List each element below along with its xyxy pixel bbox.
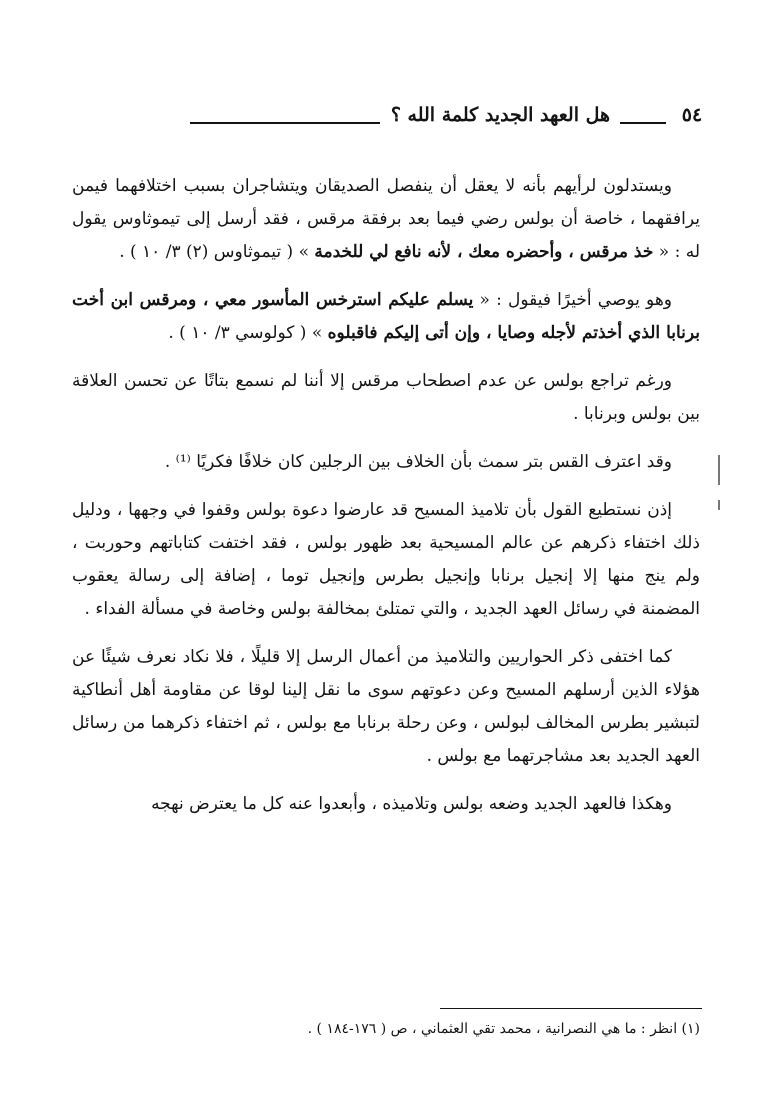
scan-edge-mark bbox=[718, 455, 720, 485]
header-title: هل العهد الجديد كلمة الله ؟ bbox=[390, 104, 610, 126]
footnote-separator bbox=[440, 1008, 702, 1009]
paragraph: إذن نستطيع القول بأن تلاميذ المسيح قد عارضوا دعوة بولس وقفوا في وجهها ، ودليل ذلك اختفاء ذكرهم عن عالم المسيحية بعد ظهور بولس ، فقد اختفت كتاباتهم وحوربت ، ولم ينج منها إلا إنجيل برنابا وإنجيل بطرس وإنجيل توما ، إضافة إلى رسالة يعقوب المضمنة في رسائل العهد الجديد ، والتي تمتلئ بمخالفة بولس وخاصة في مسألة الفداء . bbox=[72, 500, 700, 619]
page-number: ٥٤ bbox=[681, 104, 703, 126]
paragraph: كما اختفى ذكر الحواريين والتلاميذ من أعمال الرسل إلا قليلًا ، فلا نكاد نعرف شيئًا عن هؤلاء الذين أرسلهم المسيح وعن دعوتهم سوى ما نقل إلينا لوقا عن مقاومة أهل أنطاكية لتبشير بطرس المخالف لبولس ، وعن رحلة برنابا مع بولس ، ثم اختفاء ذكرهما من رسائل العهد الجديد بعد مشاجرتهما مع بولس . bbox=[72, 647, 700, 766]
paragraph: وهكذا فالعهد الجديد وضعه بولس وتلاميذه ، وأبعدوا عنه كل ما يعترض نهجه bbox=[151, 794, 672, 814]
paragraph: ويستدلون لرأيهم بأنه لا يعقل أن ينفصل الصديقان ويتشاجران بسبب اختلافهما فيمن يرافقهما ، خاصة أن بولس رضي فيما بعد برفقة مرقس ، فقد أرسل إلى تيموثاوس يقول له : « خذ مرقس ، وأحضره معك ، لأنه نافع لي للخدمة » ( تيموثاوس (٢) ٣/ ١٠ ) . bbox=[72, 176, 700, 262]
quotation: يسلم عليكم استرخس المأسور معي ، ومرقس ابن أخت برنابا الذي أخذتم لأجله وصايا ، وإن أتى إليكم فاقبلوه bbox=[72, 290, 700, 343]
header-rule-left bbox=[190, 122, 380, 124]
main-text bbox=[72, 170, 700, 836]
paragraph: وقد اعترف القس بتر سمث بأن الخلاف بين الرجلين كان خلافًا فكريًا ⁽¹⁾ . bbox=[164, 452, 672, 472]
header-rule-right bbox=[620, 122, 666, 124]
paragraph: وهو يوصي أخيرًا فيقول : « يسلم عليكم استرخس المأسور معي ، ومرقس ابن أخت برنابا الذي أخذتم لأجله وصايا ، وإن أتى إليكم فاقبلوه » ( كولوسي ٣/ ١٠ ) . bbox=[72, 290, 700, 343]
footnote: (١) انظر : ما هي النصرانية ، محمد تقي العثماني ، ص ( ١٧٦-١٨٤ ) . bbox=[307, 1021, 700, 1037]
paragraph: ورغم تراجع بولس عن عدم اصطحاب مرقس إلا أننا لم نسمع بتاتًا عن تحسن العلاقة بين بولس وبرنابا . bbox=[72, 371, 700, 424]
running-header bbox=[70, 104, 710, 134]
quotation: خذ مرقس ، وأحضره معك ، لأنه نافع لي للخدمة bbox=[314, 242, 654, 262]
scan-edge-mark bbox=[718, 500, 720, 510]
